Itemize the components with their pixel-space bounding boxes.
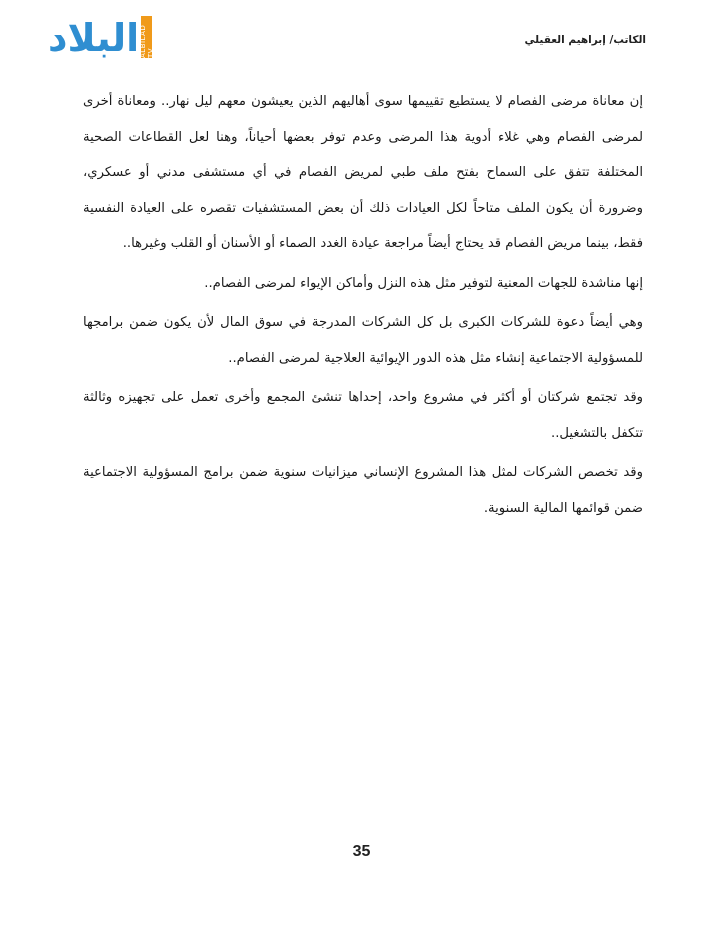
paragraph-4: وقد تجتمع شركتان أو أكثر في مشروع واحد، إحداها تنشئ المجمع وأخرى تعمل على تجهيزه وثالثة تتكفل بالتشغيل.. [83, 390, 643, 441]
paragraph-5: وقد تخصص الشركات لمثل هذا المشروع الإنساني ميزانيات سنوية ضمن برامج المسؤولية الاجتماعية ضمن قوائمها المالية السنوية. [83, 465, 643, 516]
logo-tv-badge [138, 16, 155, 58]
logo-text: البلاد [48, 16, 140, 60]
albilad-logo [48, 16, 155, 64]
paragraph-1: إن معاناة مرضى الفصام لا يستطيع تقييمها سوى أهاليهم الذين يعيشون معهم ليل نهار.. ومعاناة أخرى لمرضى الفصام وهي غلاء أدوية هذا المرضى وعدم توفر بعضها أحياناً، وهنا لعل القطاعات الصحية المختلفة تتفق على السماح بفتح ملف طبي لمريض الفصام في أي مستشفى مدني أو عسكري، وضرورة أن يكون الملف متاحاً لكل العيادات ذلك أن بعض المستشفيات تقصره على العيادة النفسية فقط، بينما مريض الفصام قد يحتاج أيضاً مراجعة عيادة الغدد الصماء أو الأسنان أو القلب وغيرها.. [83, 94, 643, 251]
author-name: الكاتب/ إبراهيم العقيلي [524, 34, 646, 46]
logo-tv-text: ALBILAD TV [138, 24, 155, 58]
paragraph-3: وهي أيضاً دعوة للشركات الكبرى بل كل الشركات المدرجة في سوق المال لأن يكون ضمن برامجها للمسؤولية الاجتماعية إنشاء مثل هذه الدور الإيوائية العلاجية لمرضى الفصام.. [83, 315, 643, 366]
page-number: 35 [352, 843, 371, 860]
article-body [83, 84, 643, 530]
paragraph-2: إنها مناشدة للجهات المعنية لتوفير مثل هذه النزل وأماكن الإيواء لمرضى الفصام.. [204, 275, 643, 291]
